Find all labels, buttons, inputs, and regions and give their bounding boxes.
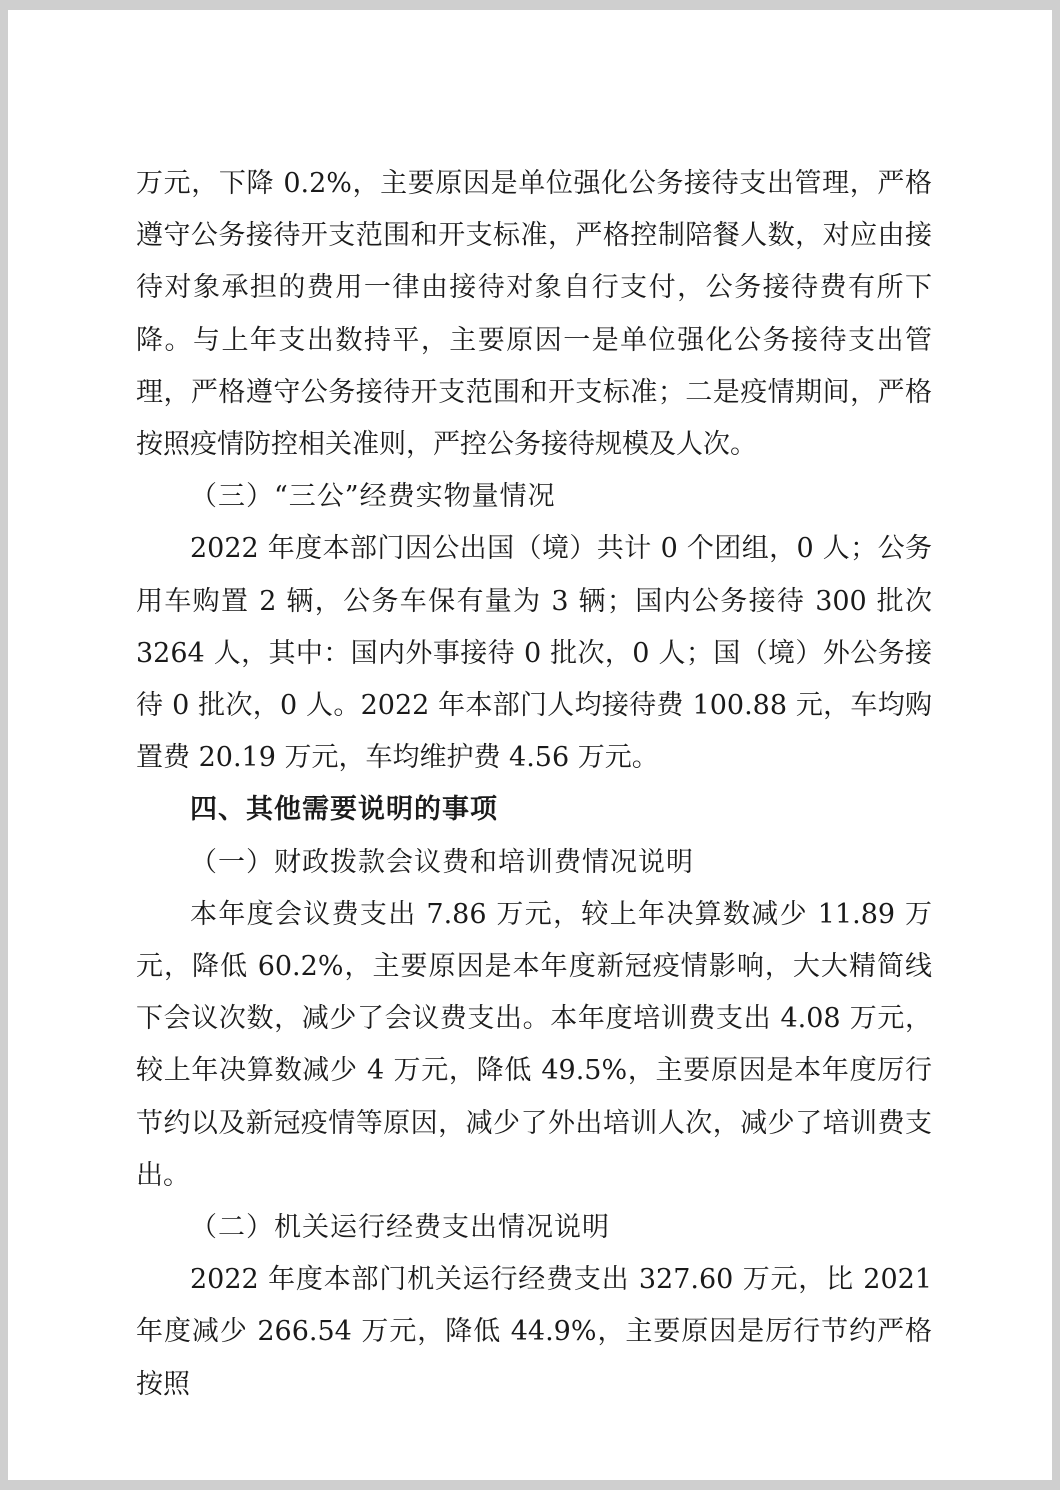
document-body xyxy=(136,158,932,1411)
heading-meeting-training-fees: （一）财政拨款会议费和培训费情况说明 xyxy=(190,846,694,878)
paragraph-reception-expenses: 万元，下降 0.2%，主要原因是单位强化公务接待支出管理，严格遵守公务接待开支范围和开支标准，严格控制陪餐人数，对应由接待对象承担的费用一律由接待对象自行支付，公务接待费有所下降。与上年支出数持平，主要原因一是单位强化公务接待支出管理，严格遵守公务接待开支范围和开支标准；二是疫情期间，严格按照疫情防控相关准则，严控公务接待规模及人次。 xyxy=(136,168,932,461)
paragraph-operating-expenses: 2022 年度本部门机关运行经费支出 327.60 万元，比 2021 年度减少 266.54 万元，降低 44.9%，主要原因是厉行节约严格按照 xyxy=(136,1264,932,1400)
paragraph-physical-quantity: 2022 年度本部门因公出国（境）共计 0 个团组，0 人；公务用车购置 2 辆，公务车保有量为 3 辆；国内公务接待 300 批次 3264 人，其中：国内外事接待 0 批次，0 人；国（境）外公务接待 0 批次，0 人。2022 年本部门人均接待费 100.88 元，车均购置费 20.19 万元，车均维护费 4.56 万元。 xyxy=(136,533,932,774)
paragraph-meeting-training-fees: 本年度会议费支出 7.86 万元，较上年决算数减少 11.89 万元，降低 60.2%，主要原因是本年度新冠疫情影响，大大精简线下会议次数，减少了会议费支出。本年度培训费支出 4.08 万元，较上年决算数减少 4 万元，降低 49.5%，主要原因是本年度厉行节约以及新冠疫情等原因，减少了外出培训人次，减少了培训费支出。 xyxy=(136,898,932,1191)
heading-sangong-physical-quantity: （三）“三公”经费实物量情况 xyxy=(190,481,556,513)
document-page xyxy=(8,10,1052,1480)
heading-operating-expenses: （二）机关运行经费支出情况说明 xyxy=(190,1212,610,1244)
heading-other-matters: 四、其他需要说明的事项 xyxy=(190,794,498,826)
